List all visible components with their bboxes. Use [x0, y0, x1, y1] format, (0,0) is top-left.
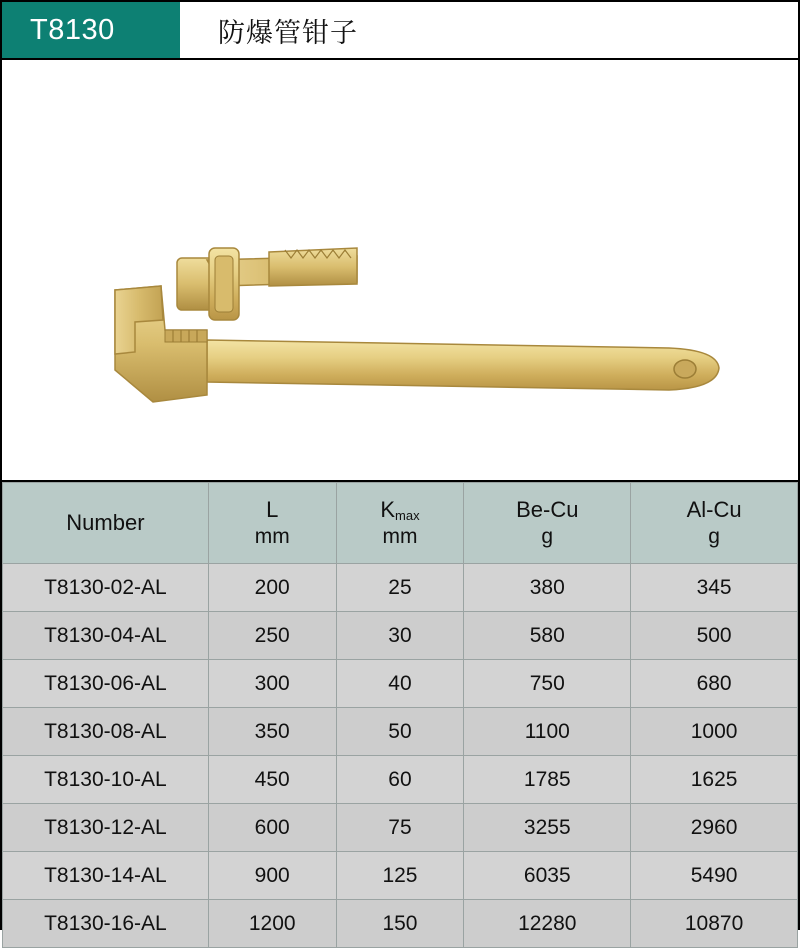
table-row	[3, 756, 798, 804]
cell-number: T8130-08-AL	[3, 708, 209, 756]
page-title: 防爆管钳子	[218, 17, 358, 49]
cell-alcu: 1625	[631, 756, 798, 804]
cell-kmax: 30	[336, 612, 464, 660]
column-header-becu	[464, 483, 631, 564]
column-header-kmax-subscript: max	[395, 508, 420, 524]
table-row	[3, 564, 798, 612]
table-body	[3, 564, 798, 948]
column-header-alcu-label: Al-Cu	[686, 497, 742, 523]
column-header-kmax-letter: K	[380, 497, 396, 523]
cell-becu: 380	[464, 564, 631, 612]
cell-becu: 1100	[464, 708, 631, 756]
cell-number: T8130-16-AL	[3, 900, 209, 948]
table-row	[3, 660, 798, 708]
table-row	[3, 708, 798, 756]
cell-becu: 1785	[464, 756, 631, 804]
column-header-becu-label: Be-Cu	[516, 497, 579, 523]
cell-number: T8130-14-AL	[3, 852, 209, 900]
specifications-table	[2, 482, 798, 948]
cell-kmax: 75	[336, 804, 464, 852]
column-header-becu-unit: g	[541, 524, 554, 548]
product-image-area	[2, 60, 798, 482]
cell-length: 450	[208, 756, 336, 804]
cell-becu: 12280	[464, 900, 631, 948]
table-row	[3, 852, 798, 900]
column-header-length-unit: mm	[254, 524, 290, 548]
column-header-kmax-symbol	[380, 497, 419, 523]
cell-number: T8130-02-AL	[3, 564, 209, 612]
column-header-number-label: Number	[66, 509, 145, 535]
cell-length: 600	[208, 804, 336, 852]
cell-alcu: 10870	[631, 900, 798, 948]
product-code-badge: T8130	[2, 2, 180, 58]
cell-kmax: 150	[336, 900, 464, 948]
table-row	[3, 900, 798, 948]
header	[2, 2, 798, 60]
cell-alcu: 500	[631, 612, 798, 660]
cell-kmax: 25	[336, 564, 464, 612]
column-header-kmax	[336, 483, 464, 564]
cell-kmax: 40	[336, 660, 464, 708]
cell-becu: 750	[464, 660, 631, 708]
column-header-kmax-unit: mm	[382, 524, 418, 548]
cell-kmax: 125	[336, 852, 464, 900]
cell-length: 250	[208, 612, 336, 660]
cell-number: T8130-12-AL	[3, 804, 209, 852]
cell-kmax: 50	[336, 708, 464, 756]
cell-alcu: 1000	[631, 708, 798, 756]
cell-length: 350	[208, 708, 336, 756]
column-header-alcu-unit: g	[708, 524, 720, 548]
cell-becu: 6035	[464, 852, 631, 900]
cell-kmax: 60	[336, 756, 464, 804]
pipe-wrench-image	[57, 220, 737, 450]
cell-length: 1200	[208, 900, 336, 948]
cell-number: T8130-10-AL	[3, 756, 209, 804]
table-row	[3, 612, 798, 660]
cell-becu: 580	[464, 612, 631, 660]
column-header-length-symbol: L	[266, 497, 279, 523]
column-header-number	[3, 483, 209, 564]
cell-alcu: 5490	[631, 852, 798, 900]
cell-length: 200	[208, 564, 336, 612]
cell-number: T8130-04-AL	[3, 612, 209, 660]
cell-number: T8130-06-AL	[3, 660, 209, 708]
table-header-row	[3, 483, 798, 564]
cell-length: 300	[208, 660, 336, 708]
cell-alcu: 345	[631, 564, 798, 612]
cell-length: 900	[208, 852, 336, 900]
cell-becu: 3255	[464, 804, 631, 852]
cell-alcu: 2960	[631, 804, 798, 852]
table-row	[3, 804, 798, 852]
cell-alcu: 680	[631, 660, 798, 708]
column-header-length	[208, 483, 336, 564]
column-header-alcu	[631, 483, 798, 564]
